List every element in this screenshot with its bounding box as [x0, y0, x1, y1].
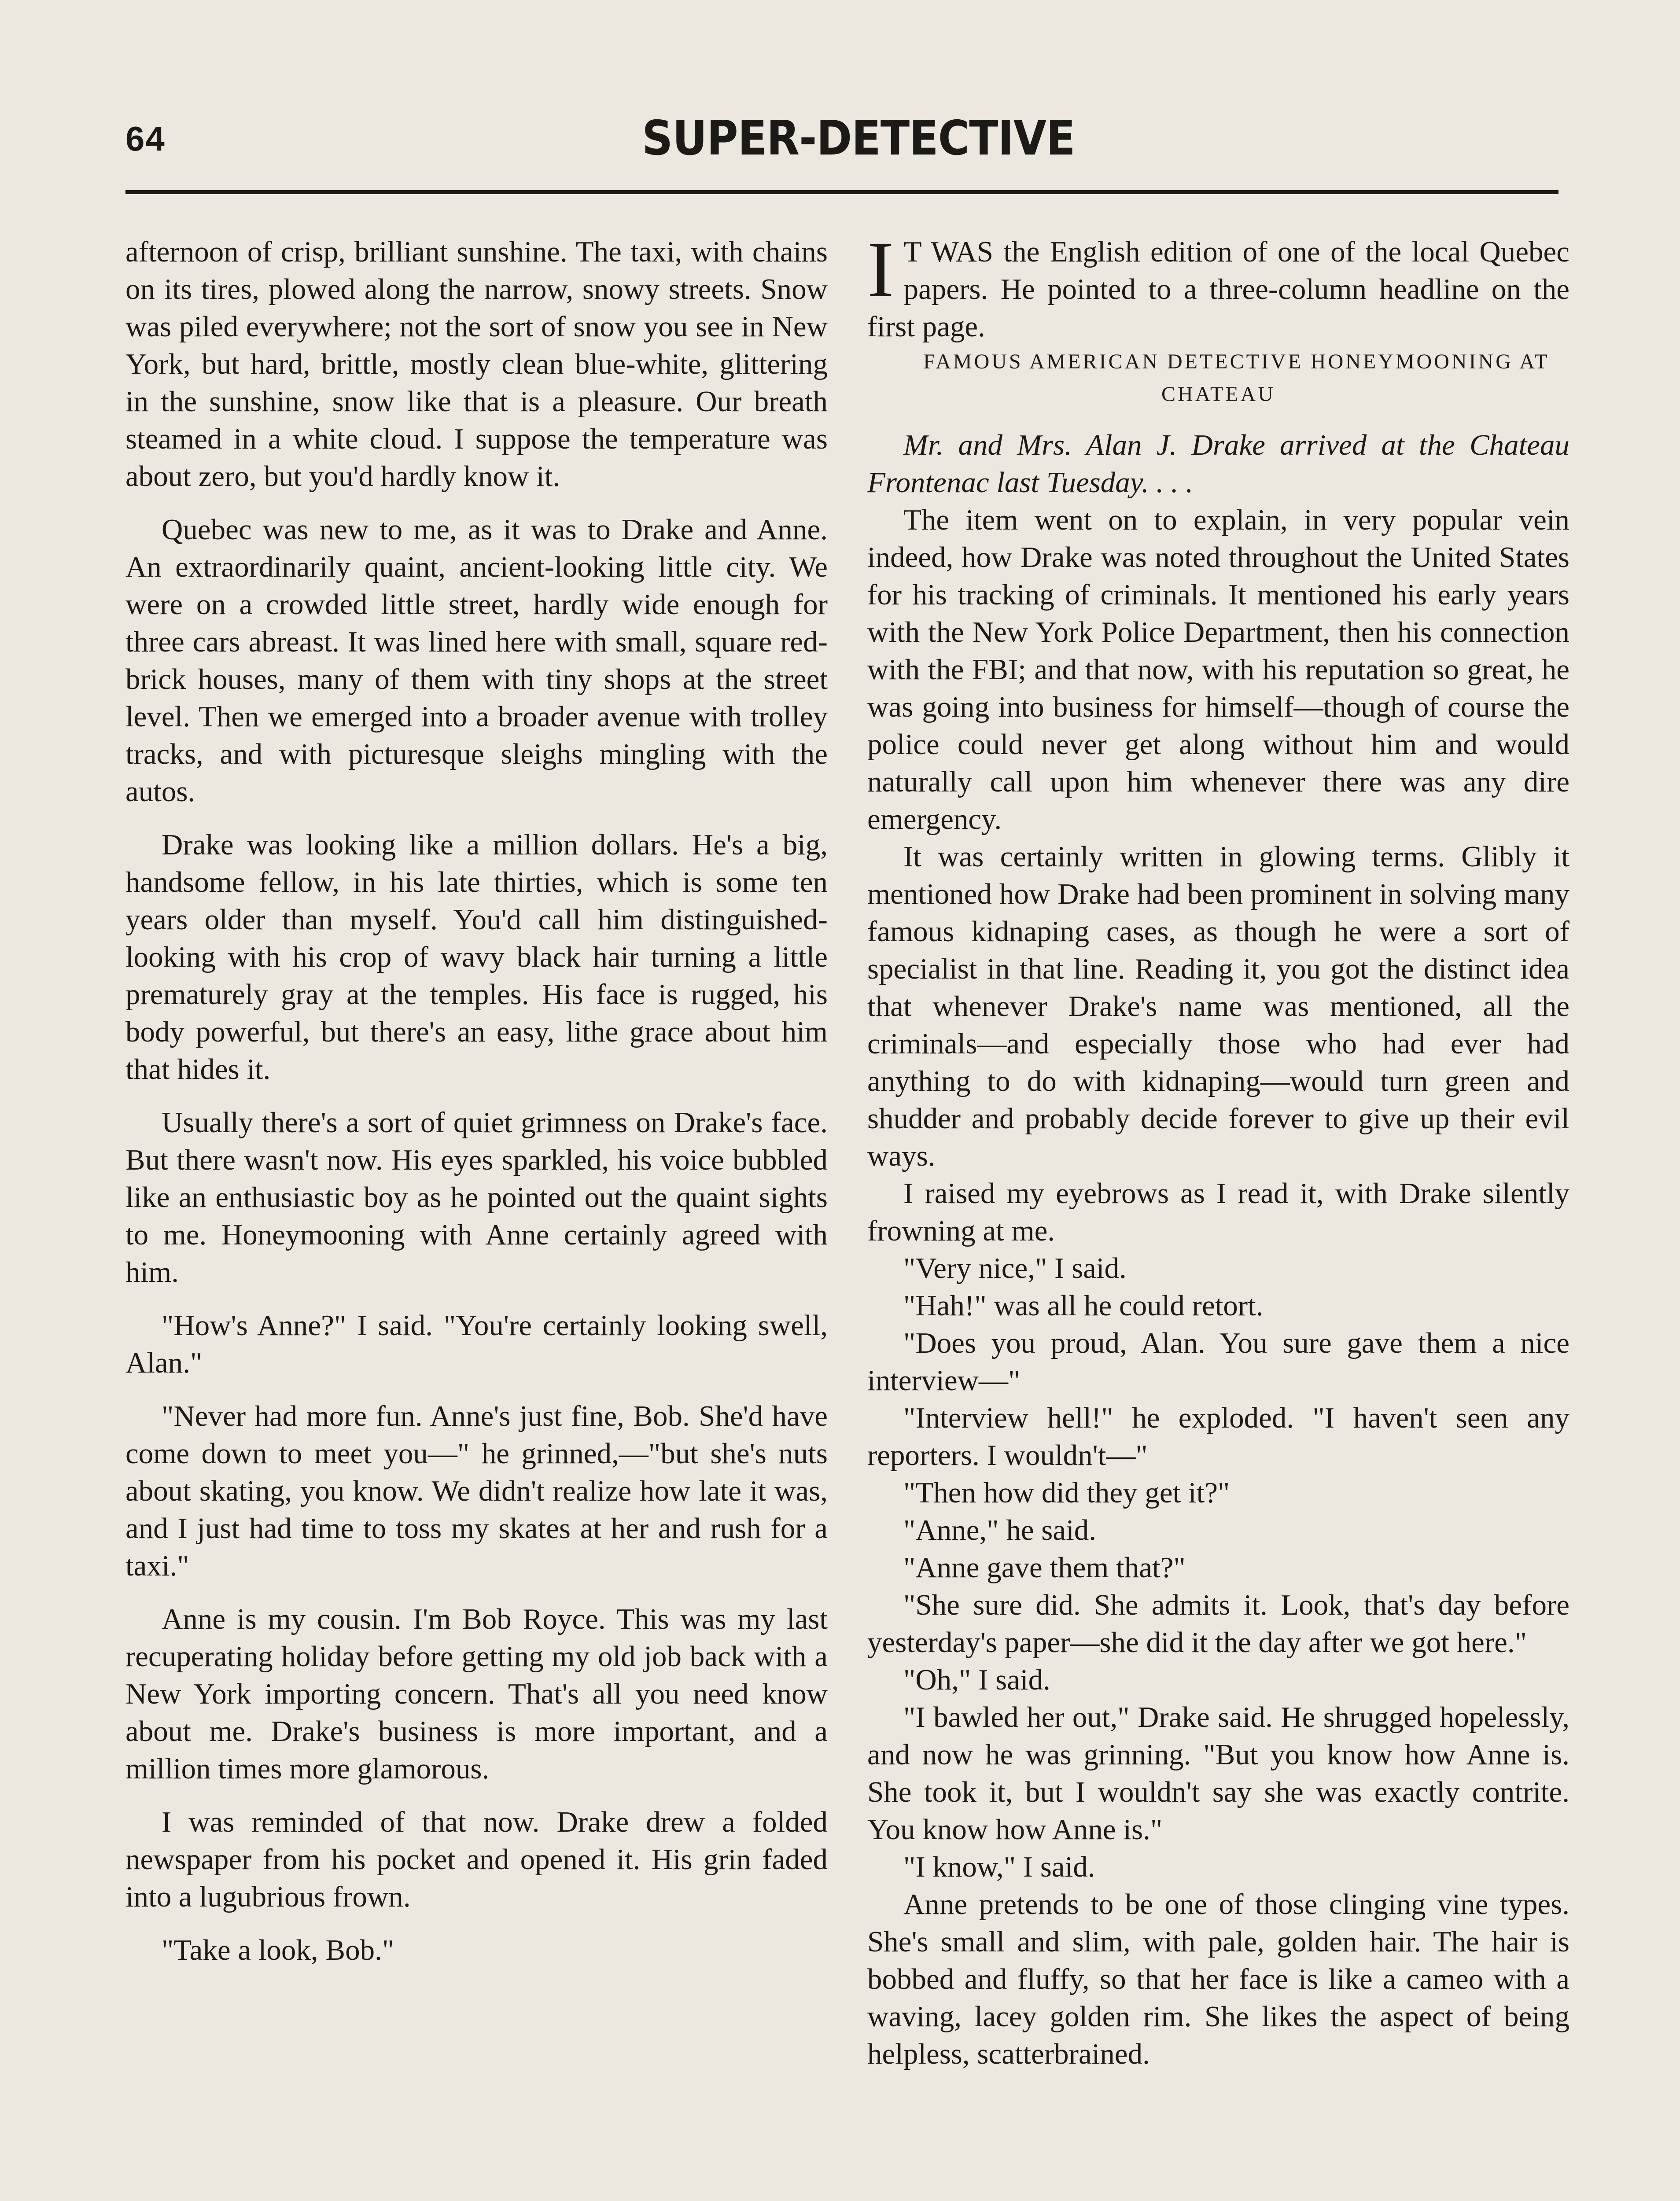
- paragraph: "Then how did they get it?": [903, 1476, 1230, 1509]
- paragraph: Usually there's a sort of quiet grimness on Drake's face. But there wasn't now. His eyes sparkled, his voice bubbled like an enthusiastic boy as he pointed out the quaint sights to me. Honeymooning with Anne certainly agreed with him.: [125, 1106, 828, 1288]
- page-number: 64: [125, 119, 166, 158]
- paragraph: "She sure did. She admits it. Look, that's day before yesterday's paper—she did it the day after we got here.": [867, 1589, 1569, 1659]
- newspaper-italic-lead: Mr. and Mrs. Alan J. Drake arrived at the Chateau Frontenac last Tuesday. . . .: [867, 429, 1569, 499]
- newspaper-headline: FAMOUS AMERICAN DETECTIVE HONEYMOONING AT CHATEAU: [923, 350, 1550, 406]
- paragraph: "Hah!" was all he could retort.: [903, 1289, 1264, 1322]
- paragraph: I was reminded of that now. Drake drew a folded newspaper from his pocket and opened it. His grin faded into a lugubrious frown.: [125, 1806, 828, 1913]
- right-column: [867, 225, 1569, 2073]
- drop-cap: I: [867, 225, 894, 314]
- opening-paragraph: [867, 225, 1569, 346]
- running-head-title: SUPER-DETECTIVE: [642, 111, 1075, 166]
- paragraph: Anne is my cousin. I'm Bob Royce. This was my last recuperating holiday before getting my old job back with a New York importing concern. That's all you need know about me. Drake's business is more important, and a million times more glamorous.: [125, 1603, 828, 1785]
- paragraph: "Does you proud, Alan. You sure gave them a nice interview—": [867, 1327, 1569, 1397]
- paragraph: I raised my eyebrows as I read it, with Drake silently frowning at me.: [867, 1177, 1569, 1247]
- paragraph: "Interview hell!" he exploded. "I haven't seen any reporters. I wouldn't—": [867, 1402, 1569, 1472]
- opening-text: T WAS the English edition of one of the local Quebec papers. He pointed to a three-column headline on the first page.: [867, 236, 1569, 343]
- paragraph: "Never had more fun. Anne's just fine, Bob. She'd have come down to meet you—" he grinned,—"but she's nuts about skating, you know. We didn't realize how late it was, and I just had time to toss my skates at her and rush for a taxi.": [125, 1400, 828, 1582]
- paragraph: It was certainly written in glowing terms. Glibly it mentioned how Drake had been prominent in solving many famous kidnaping cases, as though he were a sort of specialist in that line. Reading it, you got the distinct idea that whenever Drake's name was mentioned, all the criminals—and especially those who had ever had anything to do with kidnaping—would turn green and shudder and probably decide forever to give up their evil ways.: [867, 840, 1569, 1172]
- paragraph: Quebec was new to me, as it was to Drake and Anne. An extraordinarily quaint, ancient-looking little city. We were on a crowded little street, hardly wide enough for three cars abreast. It was lined here with small, square red-brick houses, many of them with tiny shops at the street level. Then we emerged into a broader avenue with trolley tracks, and with picturesque sleighs mingling with the autos.: [125, 513, 828, 808]
- paragraph: "Very nice," I said.: [903, 1252, 1127, 1285]
- left-column: [125, 233, 828, 1985]
- paragraph: Anne pretends to be one of those clinging vine types. She's small and slim, with pale, golden hair. The hair is bobbed and fluffy, so that her face is like a cameo with a waving, lacey golden rim. She likes the aspect of being helpless, scatterbrained.: [867, 1888, 1569, 2070]
- paragraph: Drake was looking like a million dollars. He's a big, handsome fellow, in his late thirties, which is some ten years older than myself. You'd call him distinguished-looking with his crop of wavy black hair turning a little prematurely gray at the temples. His face is rugged, his body powerful, but there's an easy, lithe grace about him that hides it.: [125, 828, 828, 1086]
- paragraph: "Anne gave them that?": [903, 1551, 1186, 1584]
- header-rule: [125, 190, 1558, 194]
- paragraph: afternoon of crisp, brilliant sunshine. The taxi, with chains on its tires, plowed along the narrow, snowy streets. Snow was piled everywhere; not the sort of snow you see in New York, but hard, brittle, mostly clean blue-white, glittering in the sunshine, snow like that is a pleasure. Our breath steamed in a white cloud. I suppose the temperature was about zero, but you'd hardly know it.: [125, 236, 828, 493]
- paragraph: "Take a look, Bob.": [162, 1934, 394, 1966]
- paragraph: "I know," I said.: [903, 1851, 1095, 1883]
- paragraph: "Oh," I said.: [903, 1664, 1050, 1696]
- paragraph: "Anne," he said.: [903, 1514, 1096, 1546]
- paragraph: The item went on to explain, in very popular vein indeed, how Drake was noted throughout the United States for his tracking of criminals. It mentioned his early years with the New York Police Department, then his connection with the FBI; and that now, with his reputation so great, he was going into business for himself—though of course the police could never get along without him and would naturally call upon him whenever there was any dire emergency.: [867, 504, 1569, 835]
- paragraph: "How's Anne?" I said. "You're certainly looking swell, Alan.": [125, 1309, 828, 1379]
- paragraph: "I bawled her out," Drake said. He shrugged hopelessly, and now he was grinning. "But you know how Anne is. She took it, but I wouldn't say she was exactly contrite. You know how Anne is.": [867, 1701, 1569, 1846]
